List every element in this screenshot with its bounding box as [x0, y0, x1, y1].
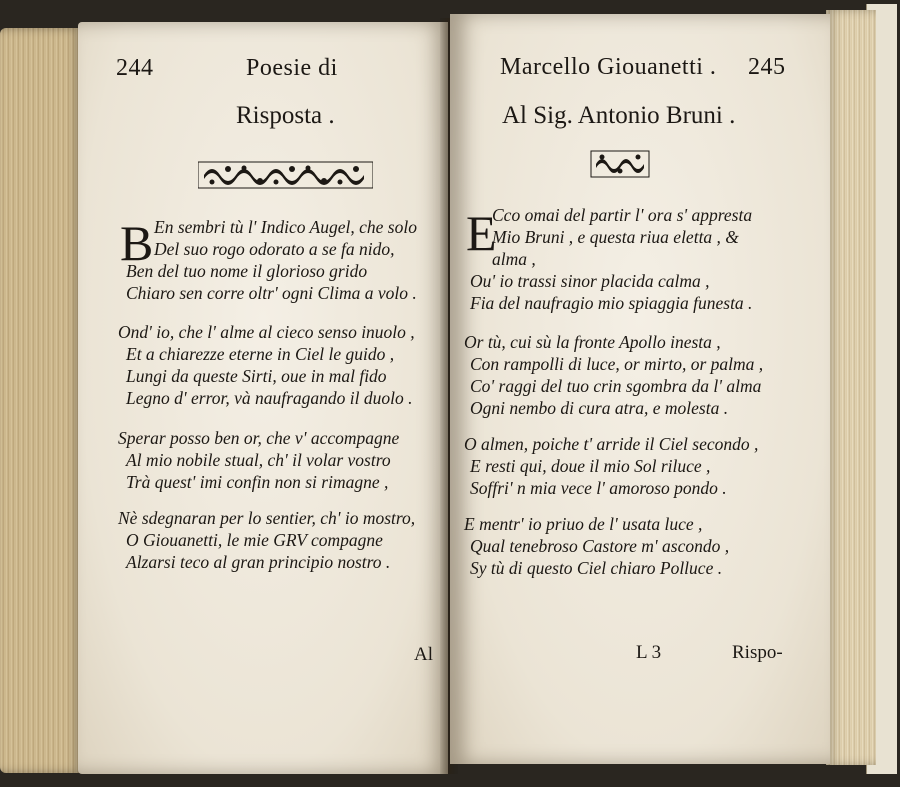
verse-line: Or tù, cui sù la fronte Apollo inesta , — [464, 332, 721, 352]
verse-line: Con rampolli di luce, or mirto, or palma , — [470, 354, 764, 374]
verse-line: En sembri tù l' Indico Augel, che solo — [154, 217, 417, 237]
verse-line: Ogni nembo di cura atra, e molesta . — [470, 398, 729, 418]
verse-line: Ou' io trassi sinor placida calma , — [470, 271, 710, 291]
ornament-headpiece — [198, 158, 373, 192]
page-number: 245 — [748, 54, 786, 80]
left-page — [78, 22, 448, 774]
verse-line: Trà quest' imi confin non si rimagne , — [126, 472, 389, 492]
poem-title: Al Sig. Antonio Bruni . — [502, 102, 736, 129]
verse-line: Co' raggi del tuo crin sgombra da l' alma — [470, 376, 762, 396]
verse-line: Ond' io, che l' alme al cieco senso inuolo , — [118, 322, 415, 342]
verse-line: Qual tenebroso Castore m' ascondo , — [470, 536, 730, 556]
verse-line: Alzarsi teco al gran principio nostro . — [126, 552, 391, 572]
drop-cap: E — [466, 205, 497, 261]
verse-line: Soffri' n mia vece l' amoroso pondo . — [470, 478, 727, 498]
verse-line: Chiaro sen corre oltr' ogni Clima a volo . — [126, 283, 417, 303]
signature-mark: L 3 — [636, 642, 662, 663]
verse-line: O Giouanetti, le mie GRV compagne — [126, 530, 383, 550]
verse-line: O almen, poiche t' arride il Ciel secondo , — [464, 434, 759, 454]
poem-title: Risposta . — [236, 102, 335, 129]
verse-line: Ben del tuo nome il glorioso grido — [126, 261, 368, 281]
verse-line: E mentr' io priuo de l' usata luce , — [464, 514, 703, 534]
running-head: Poesie di — [246, 55, 338, 81]
catchword: Rispo- — [732, 642, 783, 663]
verse-line: alma , — [492, 249, 536, 269]
page-number: 244 — [116, 55, 154, 81]
verse-line: Et a chiarezze eterne in Ciel le guido , — [126, 344, 395, 364]
verse-line: Cco omai del partir l' ora s' appresta — [492, 205, 753, 225]
drop-cap: B — [120, 215, 154, 271]
verse-line: Legno d' error, và naufragando il duolo . — [126, 388, 413, 408]
left-page-edges — [0, 28, 82, 773]
catchword: Al — [414, 644, 433, 665]
right-page-edges — [826, 10, 876, 765]
running-head: Marcello Giouanetti . — [500, 54, 717, 80]
verse-line: Nè sdegnaran per lo sentier, ch' io mostro, — [118, 508, 416, 528]
verse-line: Sy tù di questo Ciel chiaro Polluce . — [470, 558, 723, 578]
right-page — [450, 14, 830, 764]
verse-line: Al mio nobile stual, ch' il volar vostro — [126, 450, 391, 470]
verse-line: Mio Bruni , e questa riua eletta , & — [492, 227, 739, 247]
verse-line: Fia del naufragio mio spiaggia funesta . — [470, 293, 753, 313]
verse-line: Del suo rogo odorato a se fa nido, — [154, 239, 395, 259]
verse-line: E resti qui, doue il mio Sol riluce , — [470, 456, 711, 476]
verse-line: Lungi da queste Sirti, oue in mal fido — [126, 366, 387, 386]
ornament-headpiece — [590, 150, 650, 178]
verse-line: Sperar posso ben or, che v' accompagne — [118, 428, 400, 448]
